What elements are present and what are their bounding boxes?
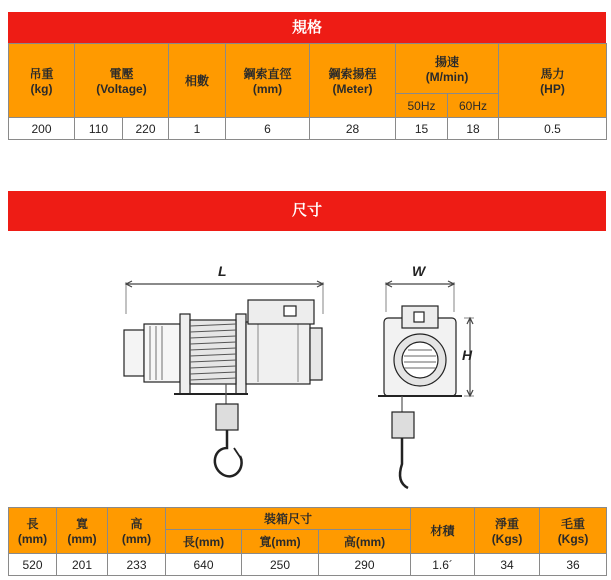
phase-header: 相數: [169, 44, 226, 118]
speed-60hz-header: 60Hz: [448, 94, 499, 118]
speed-60hz-value: 18: [448, 118, 499, 140]
box-length-header: 長(mm): [166, 530, 242, 554]
horsepower-value: 0.5: [499, 118, 607, 140]
gross-weight-header: 毛重 (Kgs): [540, 508, 607, 554]
voltage-220-value: 220: [123, 118, 169, 140]
box-height-value: 290: [319, 554, 411, 576]
volume-header: 材積: [411, 508, 475, 554]
width-value: 201: [57, 554, 108, 576]
speed-50hz-header: 50Hz: [396, 94, 448, 118]
width-header: 寬 (mm): [57, 508, 108, 554]
length-label: L: [218, 263, 227, 279]
spec-table: [8, 43, 607, 140]
box-width-value: 250: [242, 554, 319, 576]
net-weight-value: 34: [475, 554, 540, 576]
spec-banner: 規格: [8, 12, 606, 43]
height-header: 高 (mm): [108, 508, 166, 554]
voltage-header: 電壓 (Voltage): [75, 44, 169, 118]
load-value: 200: [9, 118, 75, 140]
speed-header: 揚速 (M/min): [396, 44, 499, 94]
rope-length-header: 鋼索揚程 (Meter): [310, 44, 396, 118]
dimensions-banner: 尺寸: [8, 191, 606, 231]
box-size-header: 裝箱尺寸: [166, 508, 411, 530]
width-label: W: [412, 263, 426, 279]
hoist-diagram: [118, 252, 506, 500]
voltage-110-value: 110: [75, 118, 123, 140]
height-label: H: [462, 347, 473, 363]
height-value: 233: [108, 554, 166, 576]
box-height-header: 高(mm): [319, 530, 411, 554]
box-width-header: 寬(mm): [242, 530, 319, 554]
rope-length-value: 28: [310, 118, 396, 140]
horsepower-header: 馬力 (HP): [499, 44, 607, 118]
net-weight-header: 淨重 (Kgs): [475, 508, 540, 554]
load-header: 吊重 (kg): [9, 44, 75, 118]
gross-weight-value: 36: [540, 554, 607, 576]
length-value: 520: [9, 554, 57, 576]
volume-value: 1.6´: [411, 554, 475, 576]
dimensions-table: [8, 507, 607, 576]
speed-50hz-value: 15: [396, 118, 448, 140]
phase-value: 1: [169, 118, 226, 140]
rope-diameter-value: 6: [226, 118, 310, 140]
box-length-value: 640: [166, 554, 242, 576]
rope-diameter-header: 鋼索直徑 (mm): [226, 44, 310, 118]
length-header: 長 (mm): [9, 508, 57, 554]
